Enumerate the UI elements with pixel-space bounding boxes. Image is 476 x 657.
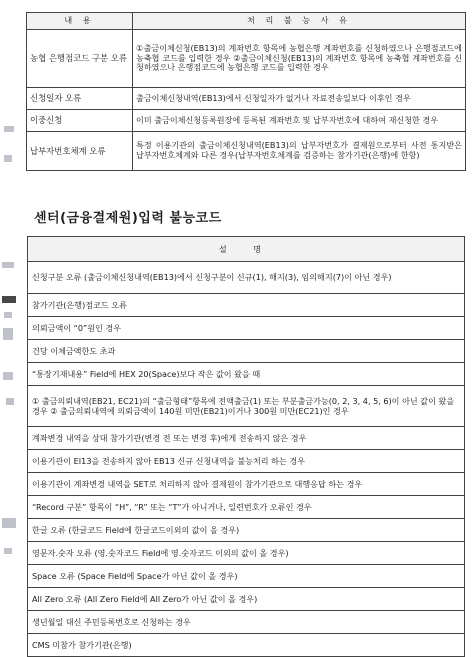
row-reason: ①출금이체신청(EB13)의 계좌번호 항목에 농협은행 계좌번호를 신청하였으나 은행점코드에 농축협 코드를 입력한 경우 ②출금이체신청(EB13)의 계좌번호 항목에 농축협 계좌번호를 신청하였으나 은행점코드에 농협은행 코드를 입력한 경우 (133, 30, 466, 88)
table-row (28, 588, 465, 611)
row-reason: 이미 출금이체신청등록원장에 등록된 계좌번호 및 납부자번호에 대하여 재신청한 경우 (133, 110, 466, 132)
scan-artifact (6, 398, 14, 405)
table-row (27, 132, 466, 171)
row-reason: 특정 이용기관의 출금이체신청내역(EB13)의 납부자번호가 결제원으로부터 사전 통지받은 납부자번호체계와 다른 경우(납부자번호체계를 검증하는 참가기관(은행)에 한함) (133, 132, 466, 171)
header-reason: 처 리 불 능 사 유 (133, 13, 466, 30)
header-description: 설 명 (28, 237, 465, 262)
row-description: Space 오류 (Space Field에 Space가 아닌 값이 올 경우) (28, 565, 465, 588)
row-reason: 출금이체신청내역(EB13)에서 신청일자가 없거나 자료전송일보다 이후인 경우 (133, 88, 466, 110)
table-header-row (27, 13, 466, 30)
table-row (28, 427, 465, 450)
processing-failure-table (26, 12, 466, 171)
scan-artifact (2, 296, 16, 303)
table-row (27, 88, 466, 110)
center-input-failure-table (27, 236, 465, 657)
row-label: 농협 은행점코드 구분 오류 (27, 30, 133, 88)
table-row (28, 542, 465, 565)
scan-artifact (4, 126, 14, 132)
row-description: 의뢰금액이 “0”원인 경우 (28, 317, 465, 340)
row-description: 생년월일 대신 주민등록번호로 신청하는 경우 (28, 611, 465, 634)
table-row (28, 317, 465, 340)
table-row (28, 519, 465, 542)
table-row (27, 30, 466, 88)
table-row (28, 262, 465, 294)
row-description: 이용기관이 계좌변경 내역을 SET로 처리하지 않아 결제원이 참가기관으로 대행응답 하는 경우 (28, 473, 465, 496)
table-row (28, 611, 465, 634)
table-row (28, 565, 465, 588)
row-description: 건당 이체금액한도 초과 (28, 340, 465, 363)
scan-artifact (4, 548, 12, 554)
scan-artifact (2, 518, 16, 528)
table-row (28, 473, 465, 496)
row-description: 한글 오류 (한글코드 Field에 한글코드이외의 값이 올 경우) (28, 519, 465, 542)
header-content: 내 용 (27, 13, 133, 30)
row-description: CMS 미참가 참가기관(은행) (28, 634, 465, 657)
table-row (28, 340, 465, 363)
scan-artifact (2, 262, 14, 268)
table-row (28, 634, 465, 657)
row-description: 계좌변경 내역을 상대 참가기관(변경 전 또는 변경 후)에게 전송하지 않은 경우 (28, 427, 465, 450)
scan-artifact (4, 312, 12, 318)
row-description: All Zero 오류 (All Zero Field에 All Zero가 아닌 값이 올 경우) (28, 588, 465, 611)
table-row (28, 450, 465, 473)
row-label: 납부자번호체계 오류 (27, 132, 133, 171)
table-row (28, 294, 465, 317)
table-header-row (28, 237, 465, 262)
scan-artifact (3, 372, 13, 380)
row-description: “Record 구분” 항목이 “H”, “R” 또는 “T”가 아니거나, 일련번호가 오류인 경우 (28, 496, 465, 519)
section-title: 센터(금융결제원)입력 불능코드 (34, 211, 222, 226)
scan-artifact (4, 155, 12, 162)
table-row (28, 386, 465, 427)
scan-artifact (3, 328, 13, 340)
row-label: 이중신청 (27, 110, 133, 132)
row-description: 영문자.숫자 오류 (영.숫자코드 Field에 영.숫자코드 이외의 값이 올 경우) (28, 542, 465, 565)
row-description: 이용기관이 EI13을 전송하지 않아 EB13 신규 신청내역을 불능처리 하는 경우 (28, 450, 465, 473)
row-description: 신청구분 오류 (출금이체신청내역(EB13)에서 신청구분이 신규(1), 해지(3), 임의해지(7)이 아닌 경우) (28, 262, 465, 294)
row-description: “통장기재내용” Field에 HEX 20(Space)보다 작은 값이 왔을 때 (28, 363, 465, 386)
table-row (27, 110, 466, 132)
table-row (28, 496, 465, 519)
row-description: ① 출금의뢰내역(EB21, EC21)의 “출금형태”항목에 전액출금(1) 또는 부분출금가능(0, 2, 3, 4, 5, 6)이 아닌 값이 왔을 경우 ② 출금의뢰내역에 의뢰금액이 140원 미만(EB21)이거나 300원 미만(EC21)인 경우 (28, 386, 465, 427)
row-label: 신청일자 오류 (27, 88, 133, 110)
row-description: 참가기관(은행)점코드 오류 (28, 294, 465, 317)
table-row (28, 363, 465, 386)
